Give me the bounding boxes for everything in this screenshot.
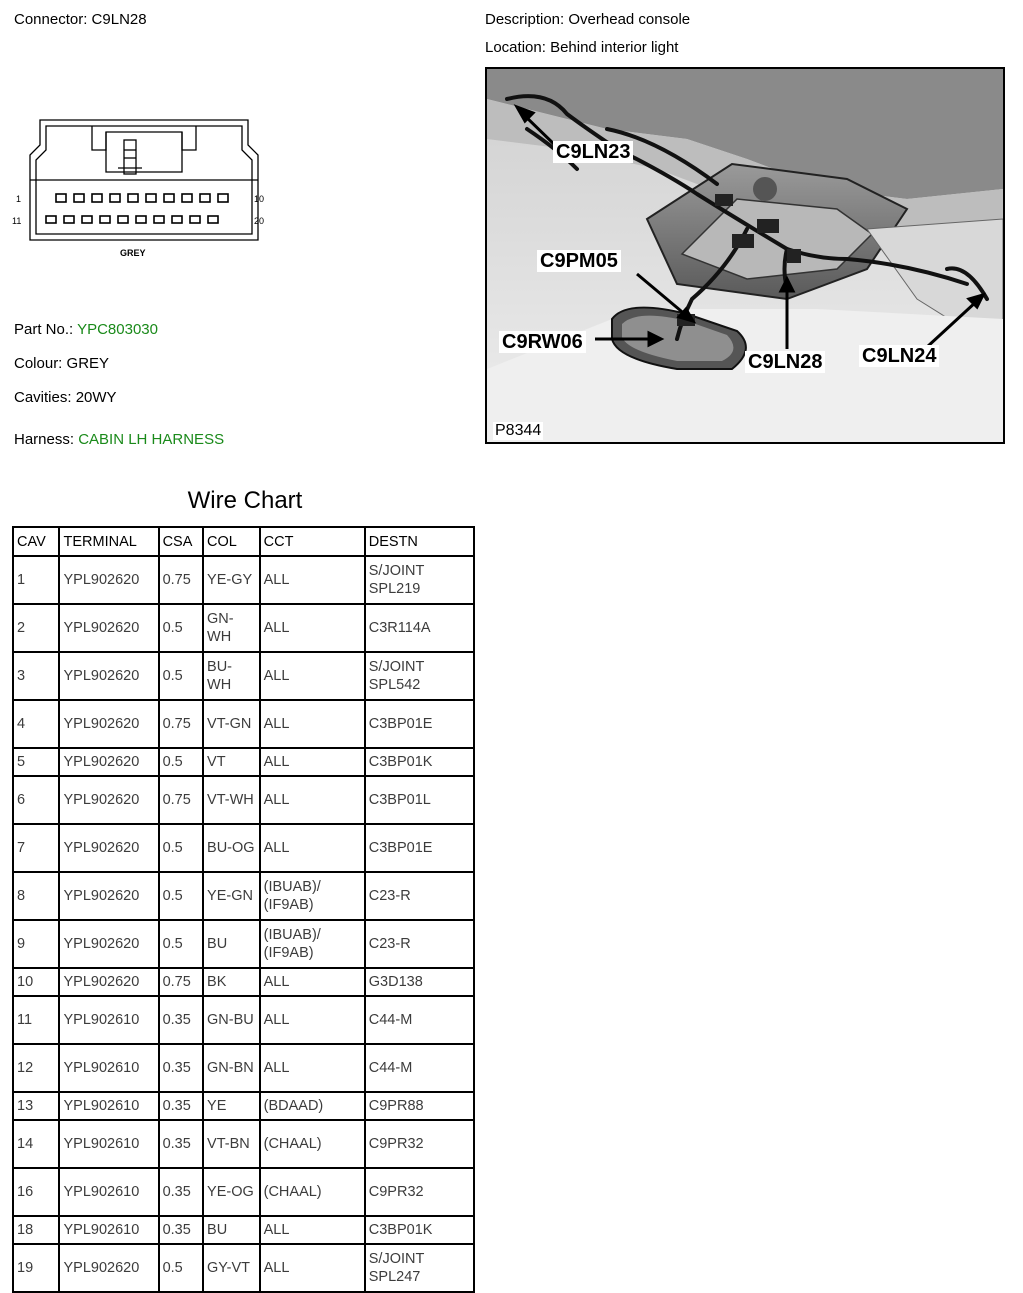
callout-c9pm05: C9PM05 [537,250,621,272]
table-row [14,1121,473,1167]
table-row [14,1217,473,1243]
cell-terminal: YPL902620 [60,557,157,603]
cell-cav: 9 [14,921,58,967]
cell-cav: 13 [14,1093,58,1119]
table-row [14,605,473,651]
cell-destn: C44-M [366,997,473,1043]
cell-cav: 4 [14,701,58,747]
cell-terminal: YPL902620 [60,701,157,747]
connector-label: Connector: [14,11,88,28]
part-no-label: Part No.: [14,321,74,338]
cell-csa: 0.75 [160,701,202,747]
cell-cct: ALL [261,997,364,1043]
cell-terminal: YPL902610 [60,1169,157,1215]
cell-col: VT-GN [204,701,259,747]
cell-col: YE-GY [204,557,259,603]
callout-c9rw06: C9RW06 [499,331,586,353]
wire-chart-title: Wire Chart [187,487,303,514]
harness-label: Harness: [14,431,75,448]
cell-destn: C3BP01L [366,777,473,823]
cell-cct: (IBUAB)/ (IF9AB) [261,921,364,967]
cell-csa: 0.75 [160,777,202,823]
cell-col: BU-OG [204,825,259,871]
table-row [14,873,473,919]
cell-cct: ALL [261,1217,364,1243]
cell-col: BU [204,1217,259,1243]
cell-cct: ALL [261,1245,364,1291]
header-csa: CSA [160,528,202,555]
cell-terminal: YPL902620 [60,825,157,871]
header-destn: DESTN [366,528,473,555]
table-row [14,1245,473,1291]
cell-cav: 18 [14,1217,58,1243]
cell-destn: C3BP01K [366,749,473,775]
cell-destn: C9PR32 [366,1169,473,1215]
header-cav: CAV [14,528,58,555]
cell-destn: S/JOINT SPL247 [366,1245,473,1291]
colour-line [14,355,109,372]
harness-link[interactable]: CABIN LH HARNESS [78,431,225,448]
cell-csa: 0.75 [160,969,202,995]
cell-csa: 0.75 [160,557,202,603]
cell-terminal: YPL902620 [60,605,157,651]
pin-label-20: 20 [254,216,265,226]
table-row [14,1045,473,1091]
callout-c9ln24: C9LN24 [859,345,939,367]
cavities-line [14,389,117,406]
cell-cct: ALL [261,825,364,871]
cell-cav: 16 [14,1169,58,1215]
cell-destn: S/JOINT SPL542 [366,653,473,699]
location-line [485,39,678,56]
cell-csa: 0.5 [160,921,202,967]
cell-col: GN-WH [204,605,259,651]
table-row [14,1093,473,1119]
cell-destn: S/JOINT SPL219 [366,557,473,603]
cell-cav: 7 [14,825,58,871]
cell-cct: ALL [261,653,364,699]
cell-cct: (IBUAB)/ (IF9AB) [261,873,364,919]
cell-col: GN-BN [204,1045,259,1091]
cell-cct: (BDAAD) [261,1093,364,1119]
cell-terminal: YPL902610 [60,1121,157,1167]
pin-label-10: 10 [254,194,265,204]
cell-terminal: YPL902610 [60,1045,157,1091]
wire-chart-table [12,526,475,1293]
cell-csa: 0.35 [160,1217,202,1243]
cell-csa: 0.5 [160,653,202,699]
cell-csa: 0.5 [160,1245,202,1291]
cell-cct: ALL [261,557,364,603]
cell-cct: ALL [261,777,364,823]
cell-csa: 0.35 [160,1045,202,1091]
table-row [14,921,473,967]
cell-destn: C3BP01K [366,1217,473,1243]
cell-csa: 0.5 [160,749,202,775]
location-label: Location: [485,39,546,56]
cell-cct: (CHAAL) [261,1169,364,1215]
cell-destn: C9PR88 [366,1093,473,1119]
cell-cav: 2 [14,605,58,651]
header-col: COL [204,528,259,555]
pin-label-11: 11 [12,216,22,226]
cell-csa: 0.5 [160,825,202,871]
table-header-row [14,528,473,555]
cell-col: VT-BN [204,1121,259,1167]
cell-terminal: YPL902610 [60,997,157,1043]
cell-col: BU [204,921,259,967]
cell-terminal: YPL902620 [60,921,157,967]
header-cct: CCT [261,528,364,555]
table-row [14,777,473,823]
cell-terminal: YPL902620 [60,1245,157,1291]
cell-csa: 0.5 [160,873,202,919]
cell-col: VT-WH [204,777,259,823]
cavities-value: 20WY [75,389,117,406]
cell-terminal: YPL902620 [60,969,157,995]
cell-cct: ALL [261,749,364,775]
colour-value: GREY [66,355,110,372]
cell-cav: 12 [14,1045,58,1091]
cell-cct: (CHAAL) [261,1121,364,1167]
cell-cav: 11 [14,997,58,1043]
connector-face-diagram [10,110,270,270]
table-row [14,1169,473,1215]
photo-reference: P8344 [495,422,542,439]
cell-terminal: YPL902610 [60,1093,157,1119]
cell-destn: C9PR32 [366,1121,473,1167]
description-label: Description: [485,11,565,28]
cell-col: YE-OG [204,1169,259,1215]
cell-cct: ALL [261,605,364,651]
cell-destn: C44-M [366,1045,473,1091]
cell-cav: 1 [14,557,58,603]
cell-col: GN-BU [204,997,259,1043]
cell-cav: 14 [14,1121,58,1167]
colour-label: Colour: [14,355,63,372]
cavities-label: Cavities: [14,389,72,406]
location-photo [485,67,1005,444]
cell-cav: 19 [14,1245,58,1291]
pin-label-1: 1 [16,194,22,204]
cell-destn: C23-R [366,873,473,919]
table-row [14,969,473,995]
cell-cav: 5 [14,749,58,775]
header-terminal: TERMINAL [60,528,157,555]
cell-csa: 0.35 [160,1121,202,1167]
table-row [14,997,473,1043]
cell-cav: 3 [14,653,58,699]
cell-terminal: YPL902620 [60,777,157,823]
cell-terminal: YPL902620 [60,653,157,699]
description-line [485,11,690,28]
cell-col: GY-VT [204,1245,259,1291]
cell-cct: ALL [261,969,364,995]
cell-col: BU-WH [204,653,259,699]
cell-terminal: YPL902620 [60,873,157,919]
table-row [14,653,473,699]
cell-cav: 8 [14,873,58,919]
cell-destn: C3BP01E [366,825,473,871]
cell-destn: G3D138 [366,969,473,995]
cell-csa: 0.35 [160,997,202,1043]
cell-terminal: YPL902620 [60,749,157,775]
cell-col: BK [204,969,259,995]
cell-destn: C23-R [366,921,473,967]
table-row [14,749,473,775]
connector-id: C9LN28 [91,11,147,28]
cell-cav: 6 [14,777,58,823]
cell-cct: ALL [261,1045,364,1091]
cell-cct: ALL [261,701,364,747]
harness-line [14,431,224,448]
table-row [14,825,473,871]
table-row [14,557,473,603]
cell-destn: C3R114A [366,605,473,651]
cell-csa: 0.5 [160,605,202,651]
callout-c9ln23: C9LN23 [553,141,633,163]
cell-terminal: YPL902610 [60,1217,157,1243]
description-value: Overhead console [568,11,691,28]
cell-csa: 0.35 [160,1093,202,1119]
part-no-line [14,321,158,338]
connector-line [14,11,147,28]
callout-c9ln28: C9LN28 [745,351,825,373]
location-value: Behind interior light [550,39,679,56]
diagram-colour-code: GREY [120,248,146,258]
cell-col: YE-GN [204,873,259,919]
cell-col: VT [204,749,259,775]
part-no-link[interactable]: YPC803030 [77,321,158,338]
table-row [14,701,473,747]
cell-cav: 10 [14,969,58,995]
cell-csa: 0.35 [160,1169,202,1215]
cell-destn: C3BP01E [366,701,473,747]
cell-col: YE [204,1093,259,1119]
